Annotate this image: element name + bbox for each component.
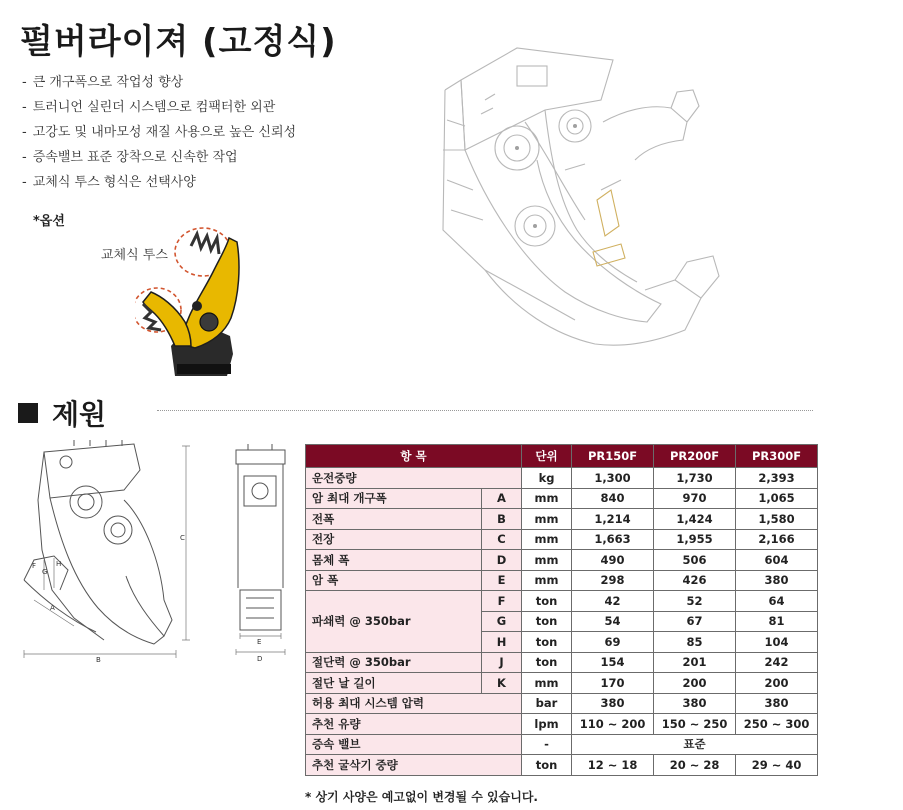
row-label: 증속 밸브 <box>306 734 522 755</box>
cell-value: 154 <box>572 652 654 673</box>
header-model: PR150F <box>572 445 654 468</box>
svg-text:C: C <box>180 534 185 542</box>
cell-value: 67 <box>654 611 736 632</box>
cell-value: 1,663 <box>572 529 654 550</box>
cell-value: 380 <box>572 693 654 714</box>
svg-text:H: H <box>56 560 62 568</box>
cell-value: 54 <box>572 611 654 632</box>
cell-value: 85 <box>654 632 736 653</box>
cell-value: 242 <box>736 652 818 673</box>
section-square-icon <box>18 403 38 423</box>
cell-value: 250 ~ 300 <box>736 714 818 735</box>
row-unit: mm <box>522 529 572 550</box>
header-item: 항 목 <box>306 445 522 468</box>
table-row <box>306 652 818 673</box>
table-row <box>306 693 818 714</box>
row-unit: ton <box>522 652 572 673</box>
row-unit: bar <box>522 693 572 714</box>
dimension-side-view <box>14 440 204 665</box>
row-code: G <box>482 611 522 632</box>
dimension-front-view <box>228 440 293 665</box>
svg-text:A: A <box>50 604 55 612</box>
row-code: K <box>482 673 522 694</box>
cell-value: 12 ~ 18 <box>572 755 654 776</box>
table-row <box>306 734 818 755</box>
row-label: 절단 날 길이 <box>306 673 482 694</box>
cell-value: 200 <box>736 673 818 694</box>
row-label: 추천 굴삭기 중량 <box>306 755 522 776</box>
spec-section-title: 제원 <box>18 393 106 433</box>
cell-value: 64 <box>736 591 818 612</box>
row-label: 추천 유량 <box>306 714 522 735</box>
cell-value: 490 <box>572 550 654 571</box>
cell-value: 840 <box>572 488 654 509</box>
row-code: J <box>482 652 522 673</box>
cell-value: 1,065 <box>736 488 818 509</box>
row-unit: ton <box>522 755 572 776</box>
row-code: D <box>482 550 522 571</box>
row-code: C <box>482 529 522 550</box>
cell-value: 81 <box>736 611 818 632</box>
cell-value: 298 <box>572 570 654 591</box>
cell-value: 150 ~ 250 <box>654 714 736 735</box>
row-label: 암 최대 개구폭 <box>306 488 482 509</box>
cell-value: 170 <box>572 673 654 694</box>
cell-value: 1,300 <box>572 468 654 489</box>
cell-value: 20 ~ 28 <box>654 755 736 776</box>
feature-item: - 큰 개구폭으로 작업성 향상 <box>22 75 184 90</box>
row-label: 절단력 @ 350bar <box>306 652 482 673</box>
cell-value: 201 <box>654 652 736 673</box>
svg-text:F: F <box>32 562 37 570</box>
row-unit: - <box>522 734 572 755</box>
table-row <box>306 550 818 571</box>
pulverizer-line-drawing <box>425 30 725 355</box>
row-label: 파쇄력 @ 350bar <box>306 591 482 653</box>
feature-item: - 교체식 투스 형식은 선택사양 <box>22 175 196 190</box>
spec-table-header <box>306 445 818 468</box>
cell-value: 200 <box>654 673 736 694</box>
cell-value: 380 <box>736 693 818 714</box>
section-divider <box>157 410 813 411</box>
row-label: 몸체 폭 <box>306 550 482 571</box>
table-row <box>306 755 818 776</box>
table-row <box>306 529 818 550</box>
cell-value: 1,730 <box>654 468 736 489</box>
option-label: *옵션 <box>33 214 65 229</box>
cell-value: 1,580 <box>736 509 818 530</box>
row-unit: mm <box>522 570 572 591</box>
table-row <box>306 673 818 694</box>
table-row <box>306 714 818 735</box>
row-unit: mm <box>522 550 572 571</box>
svg-text:G: G <box>42 568 48 576</box>
row-code: A <box>482 488 522 509</box>
row-unit: kg <box>522 468 572 489</box>
row-unit: mm <box>522 488 572 509</box>
row-code: E <box>482 570 522 591</box>
row-code: B <box>482 509 522 530</box>
row-label: 암 폭 <box>306 570 482 591</box>
cell-value: 970 <box>654 488 736 509</box>
row-label: 전폭 <box>306 509 482 530</box>
header-model: PR200F <box>654 445 736 468</box>
row-code: H <box>482 632 522 653</box>
cell-value: 52 <box>654 591 736 612</box>
feature-list <box>22 70 296 195</box>
row-unit: ton <box>522 611 572 632</box>
table-row <box>306 488 818 509</box>
cell-value: 426 <box>654 570 736 591</box>
cell-value: 표준 <box>572 734 818 755</box>
cell-value: 604 <box>736 550 818 571</box>
row-unit: ton <box>522 632 572 653</box>
cell-value: 380 <box>736 570 818 591</box>
table-row <box>306 468 818 489</box>
svg-text:E: E <box>257 638 262 646</box>
cell-value: 29 ~ 40 <box>736 755 818 776</box>
header-unit: 단위 <box>522 445 572 468</box>
row-unit: ton <box>522 591 572 612</box>
row-label: 전장 <box>306 529 482 550</box>
table-row <box>306 509 818 530</box>
header-model: PR300F <box>736 445 818 468</box>
row-label: 운전중량 <box>306 468 522 489</box>
cell-value: 104 <box>736 632 818 653</box>
cell-value: 42 <box>572 591 654 612</box>
svg-text:D: D <box>257 655 263 663</box>
spec-table <box>305 444 818 776</box>
cell-value: 2,166 <box>736 529 818 550</box>
feature-item: - 고강도 및 내마모성 재질 사용으로 높은 신뢰성 <box>22 125 297 140</box>
svg-text:B: B <box>96 656 101 664</box>
page-title: 펄버라이져 (고정식) <box>20 22 337 62</box>
cell-value: 506 <box>654 550 736 571</box>
table-row <box>306 591 818 612</box>
cell-value: 1,955 <box>654 529 736 550</box>
footnote: * 상기 사양은 예고없이 변경될 수 있습니다. <box>305 790 538 804</box>
feature-item: - 트러니언 실린더 시스템으로 컴팩터한 외관 <box>22 100 276 115</box>
row-unit: mm <box>522 673 572 694</box>
row-code: F <box>482 591 522 612</box>
cell-value: 380 <box>654 693 736 714</box>
cell-value: 1,424 <box>654 509 736 530</box>
row-unit: mm <box>522 509 572 530</box>
row-label: 허용 최대 시스템 압력 <box>306 693 522 714</box>
option-caption: 교체식 투스 <box>101 248 168 263</box>
row-unit: lpm <box>522 714 572 735</box>
cell-value: 1,214 <box>572 509 654 530</box>
cell-value: 2,393 <box>736 468 818 489</box>
feature-item: - 증속밸브 표준 장착으로 신속한 작업 <box>22 150 238 165</box>
cell-value: 69 <box>572 632 654 653</box>
cell-value: 110 ~ 200 <box>572 714 654 735</box>
table-row <box>306 570 818 591</box>
